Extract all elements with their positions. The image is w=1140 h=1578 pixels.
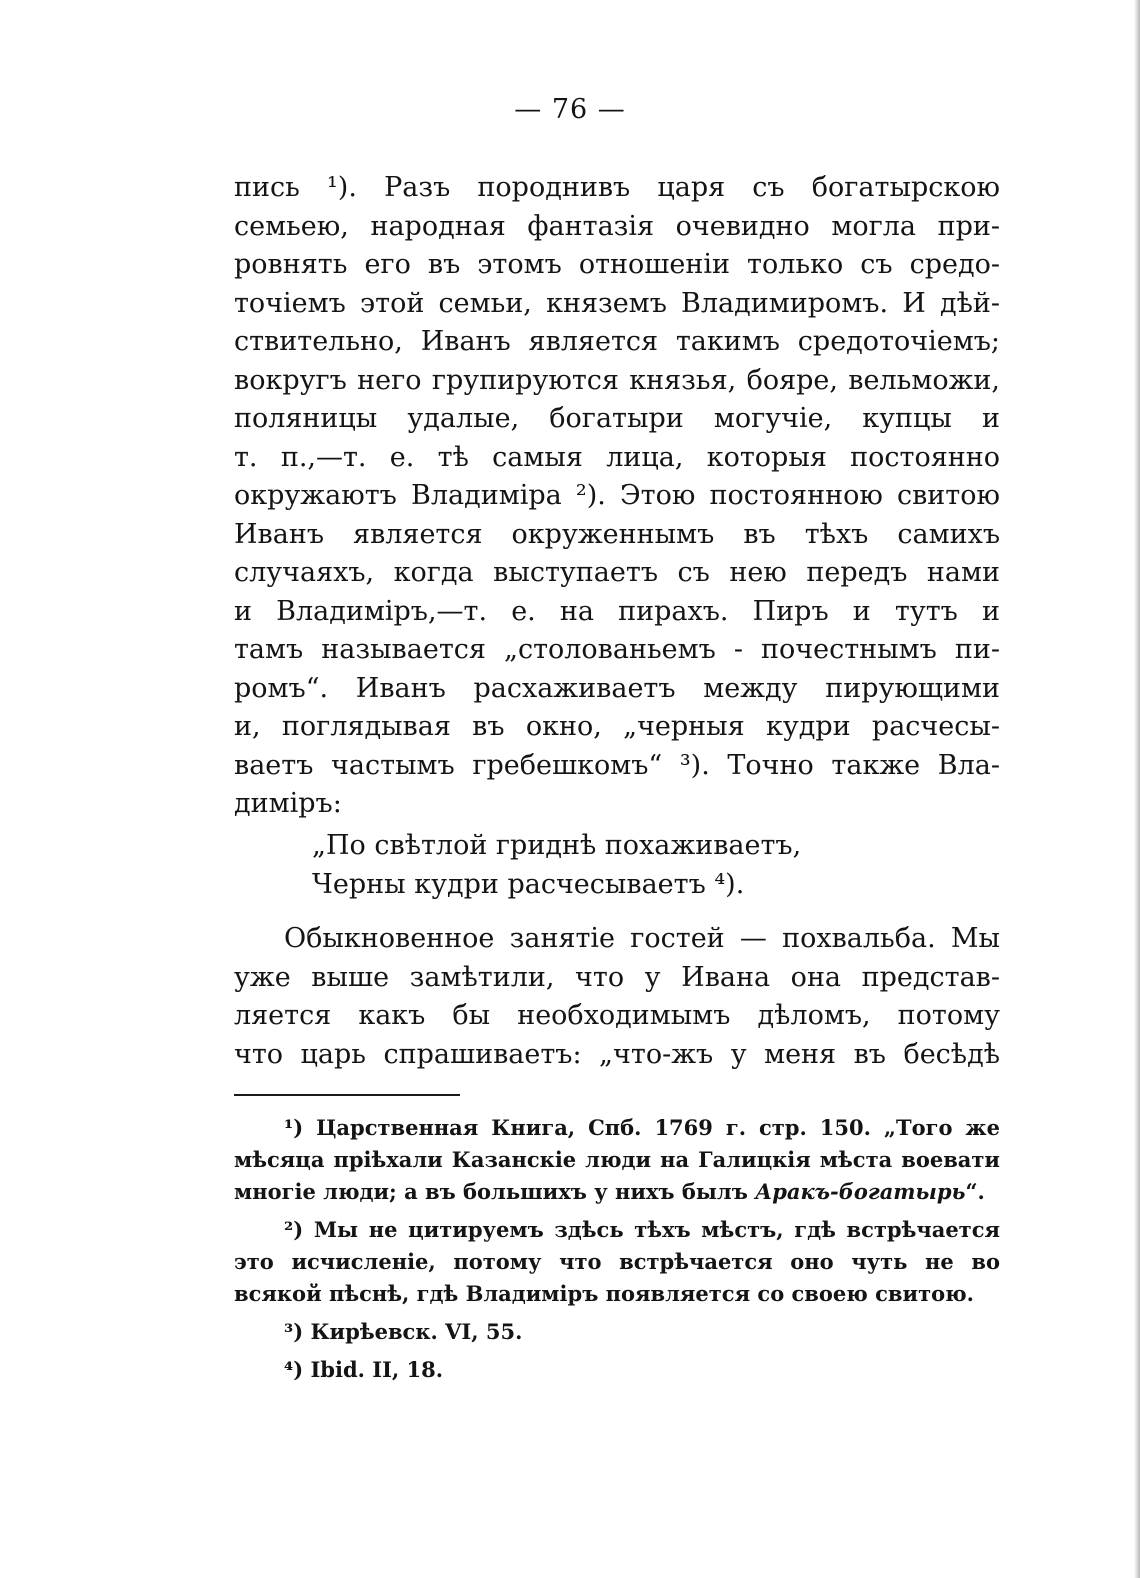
footnote-2	[234, 1214, 1000, 1246]
footnote-4	[234, 1354, 1000, 1386]
text-line: тамъ называется „столованьемъ - почестнымъ пи-	[234, 634, 1000, 665]
footnote-marker: ⁴)	[284, 1357, 304, 1382]
footnote-3	[234, 1316, 1000, 1348]
text-line: случаяхъ, когда выступаетъ съ нею передъ нами	[234, 557, 1000, 588]
text-line: ляется какъ бы необходимымъ дѣломъ, потому	[234, 1000, 1000, 1031]
text-line: Иванъ является окруженнымъ въ тѣхъ самихъ	[234, 518, 1000, 550]
text-line: ваетъ частымъ гребешкомъ“ ³). Точно также Вла-	[234, 749, 1000, 781]
page-edge-shadow	[1134, 0, 1140, 1578]
footnote-text-line: всякой пѣснѣ, гдѣ Владиміръ появляется со своею свитою.	[234, 1281, 974, 1306]
footnote-text: многіе люди; а въ большихъ у нихъ былъ	[234, 1179, 756, 1204]
footnote-marker: ³)	[284, 1319, 304, 1344]
footnote-text-line: мѣсяца пріѣхали Казанскіе люди на Галицкія мѣста воевати	[234, 1147, 1000, 1172]
text-line: поляницы удалые, богатыри могучіе, купцы и	[234, 403, 1000, 434]
page-number: — 76 —	[514, 94, 626, 125]
text-line: вокругъ него групируются князья, бояре, вельможи,	[234, 364, 1000, 396]
text-line: т. п.,—т. е. тѣ самыя лица, которыя постоянно	[234, 441, 1000, 473]
text-line: окружаютъ Владиміра ²). Этою постоянною свитою	[234, 480, 1000, 511]
footnote-text-line	[234, 1176, 1000, 1208]
text-line: Обыкновенное занятіе гостей — похвальба. Мы	[284, 923, 1000, 954]
text-line: пись ¹). Разъ породнивъ царя съ богатырскою	[234, 172, 1000, 203]
verse-line: Черны кудри расчесываетъ ⁴).	[312, 868, 745, 900]
footnote-1	[234, 1112, 1000, 1144]
text-line: и, поглядывая въ окно, „черныя кудри расчесы-	[234, 711, 1000, 742]
verse-quote	[312, 827, 801, 904]
footnote-marker: ¹)	[284, 1115, 304, 1140]
text-line: ровнять его въ этомъ отношеніи только съ средо-	[234, 249, 1000, 280]
text-line: ромъ“. Иванъ расхаживаетъ между пирующими	[234, 672, 1000, 704]
verse-line: „По свѣтлой гриднѣ похаживаетъ,	[312, 830, 802, 861]
text-line: диміръ:	[234, 788, 342, 819]
text-line: точіемъ этой семьи, княземъ Владимиромъ. И дѣй-	[234, 287, 1000, 319]
text-line: уже выше замѣтили, что у Ивана она представ-	[234, 961, 1000, 993]
footnote-marker: ²)	[284, 1217, 304, 1242]
footnote-text: Ibid. II, 18.	[310, 1357, 444, 1382]
footnote-text: Кирѣевск. VI, 55.	[310, 1319, 523, 1344]
footnotes	[234, 1112, 1000, 1386]
paragraph-1	[234, 169, 1000, 824]
text-line: и Владиміръ,—т. е. на пирахъ. Пиръ и тутъ и	[234, 595, 1000, 627]
text-line: ствительно, Иванъ является такимъ средоточіемъ;	[234, 326, 1000, 357]
footnote-text-line: это исчисленіе, потому что встрѣчается оно чуть не во	[234, 1249, 1000, 1274]
text-line: семьею, народная фантазія очевидно могла при-	[234, 210, 1000, 242]
paragraph-2	[234, 920, 1000, 1074]
footnote-text: Мы не цитируемъ здѣсь тѣхъ мѣстъ, гдѣ встрѣчается	[313, 1217, 1000, 1242]
footnote-text: Царственная Книга, Спб. 1769 г. стр. 150. „Того же	[316, 1115, 1000, 1140]
text-line: что царь спрашиваетъ: „что-жъ у меня въ бесѣдѣ	[234, 1038, 1000, 1070]
footnote-italic-term: Аракъ-богатырь	[755, 1179, 966, 1204]
footnote-text: “.	[965, 1179, 985, 1204]
footnote-divider	[234, 1094, 460, 1096]
